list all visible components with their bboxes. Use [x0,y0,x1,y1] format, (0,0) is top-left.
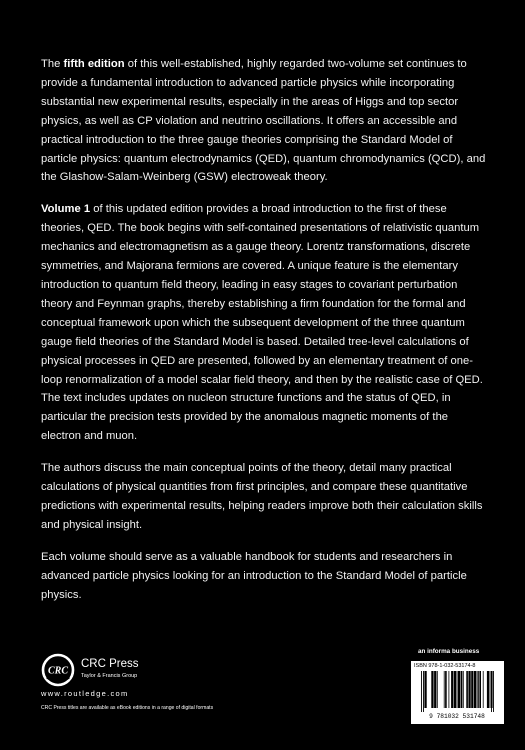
text-span: of this updated edition provides a broad introduction to the first of these theories, QED. The book begins with self-contained presentations of relativistic quantum mechanics and electromagnetism as a gauge theory. Lorentz transformations, discrete symmetries, and Majorana fermions are covered. A unique feature is the elementary introduction to quantum field theory, leading in easy stages to covariant perturbation theory and Feynman graphs, thereby establishing a firm foundation for the formal and conceptual framework upon which the subsequent development of the three quantum gauge field theories of the Standard Model is based. Detailed tree-level calculations of physical processes in QED are presented, followed by an elementary treatment of one-loop renormalization of a model scalar field theory, and then by the realistic case of QED. The text includes updates on nucleon structure functions and the status of QED, in particular the precision tests provided by the anomalous magnetic moments of the electron and muon. [41,203,483,443]
ebook-availability-note: CRC Press titles are available as eBook editions in a range of digital formats [41,705,214,711]
publisher-name: CRC Press [81,658,139,670]
barcode-bar [474,671,476,708]
barcode-bar [431,671,433,708]
svg-text:CRC: CRC [47,665,69,677]
paragraph-handbook: Each volume should serve as a valuable handbook for students and researchers in advanced particle physics looking for an introduction to the Standard Model of particle physics. [41,550,467,601]
barcode-bar [449,671,450,708]
barcode-bar [477,671,478,708]
barcode-bar [490,671,491,708]
bold-phrase-fifth-edition: fifth edition [63,58,125,70]
isbn-text: ISBN 978-1-032-53174-8 [414,663,476,669]
barcode-bar [463,671,464,708]
informa-business-label: an informa business [418,648,480,655]
crc-seal-icon [41,653,75,687]
barcode-bar [451,671,453,708]
barcode-bar [468,671,470,708]
barcode-guard-bar [421,671,422,712]
barcode-bar [434,671,436,708]
publisher-website: www.routledge.com [41,689,129,698]
barcode-bar [437,671,438,708]
bold-phrase-volume-1: Volume 1 [41,203,91,216]
barcode-graphic [415,671,500,721]
barcode-bar [483,671,484,708]
text-span: of this well-established, highly regarded two-volume set continues to provide a fundamental introduction to advanced particle physics while incorporating substantial new experimental results, especially in the areas of Higgs and top sector physics, as well as CP violation and neutrino oscillations. It offers an accessible and practical introduction to the three gauge theories comprising the Standard Model of particle physics: quantum electrodynamics (QED), quantum chromodynamics (QCD), and the Glashow-Salam-Weinberg (GSW) electroweak theory. [41,58,486,184]
barcode-bar [457,671,458,708]
text-span: The [41,58,64,70]
barcode-bar [424,671,426,708]
barcode-bar [478,671,479,708]
paragraph-fifth-edition [41,55,486,187]
barcode-bar [479,671,481,708]
barcode-guard-bar [493,671,494,712]
barcode-bar [461,671,463,708]
paragraph-volume-1 [41,200,486,446]
barcode-guard-bar [423,671,424,712]
barcode-guard-bar [491,671,492,712]
isbn-barcode-box [411,661,504,724]
barcode-bar [445,671,447,708]
back-cover-blurb [41,55,486,617]
paragraph-authors: The authors discuss the main conceptual points of the theory, detail many practical calculations of physical quantities from first principles, and compare these quantitative predictions with experimental results, helping readers improve both their calculation skills and physical insight. [41,462,483,531]
barcode-bar [487,671,489,708]
barcode-bar [454,671,456,708]
barcode-bar [466,671,468,708]
barcode-digits: 9 781032 531748 [429,713,485,720]
barcode-bar [471,671,473,708]
publisher-subtitle: Taylor & Francis Group [81,673,138,679]
barcode-bar [458,671,460,708]
barcode-bar [444,671,445,708]
